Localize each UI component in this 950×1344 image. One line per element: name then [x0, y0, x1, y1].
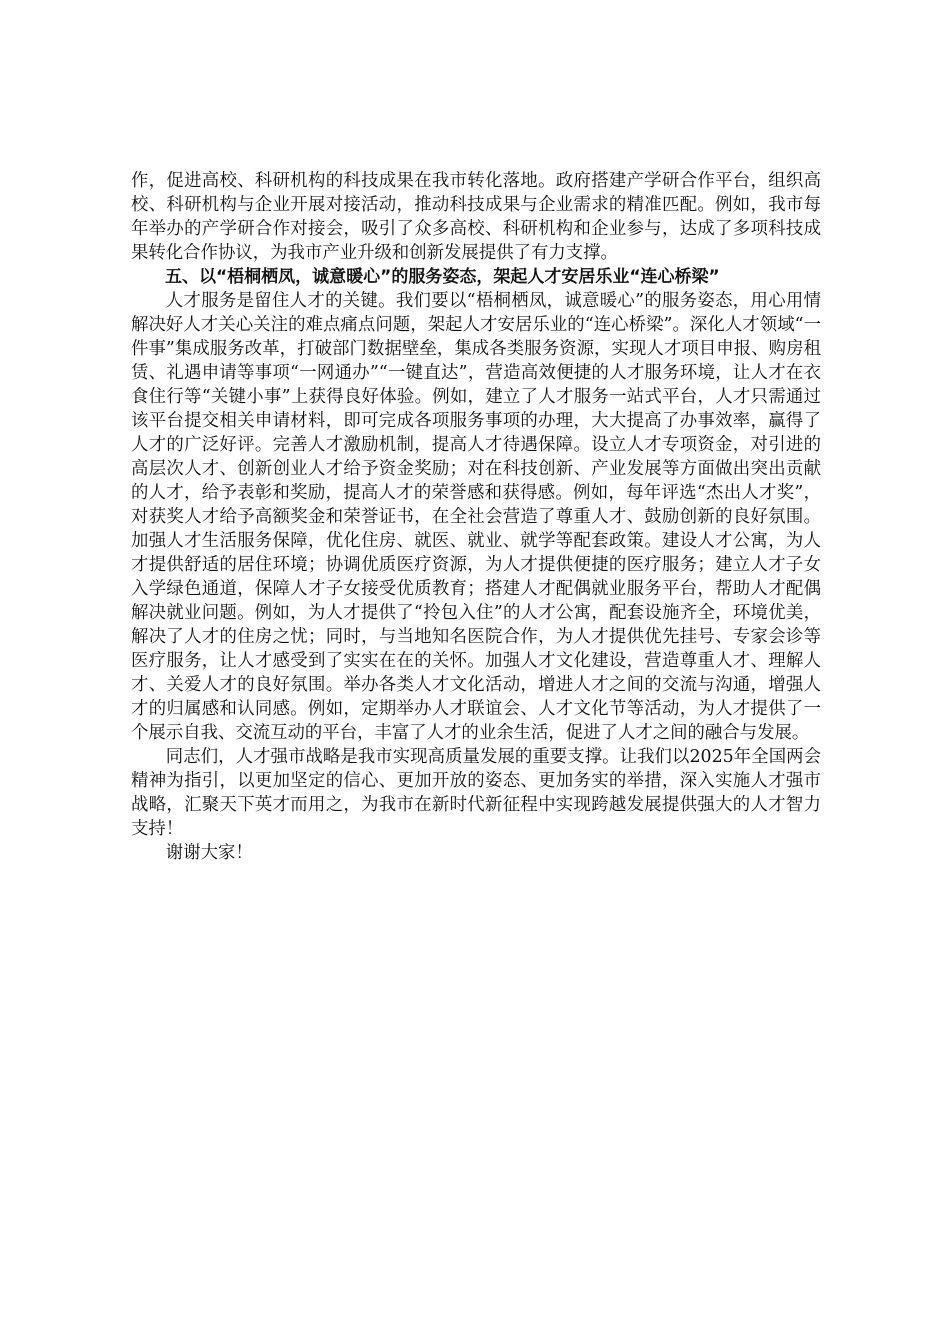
section-heading: 五、以“梧桐栖凤，诚意暖心”的服务姿态，架起人才安居乐业“连心桥梁”: [165, 267, 720, 287]
section-paragraph: 人才服务是留住人才的关键。我们要以“梧桐栖凤，诚意暖心”的服务姿态，用心用情解决好人才关心关注的难点痛点问题，架起人才安居乐业的“连心桥梁”。深化人才领域“一件事”集成服务改革，打破部门数据壁垒，集成各类服务资源，实现人才项目申报、购房租赁、礼遇申请等事项“一网通办”“一键直达”，营造高效便捷的人才服务环境，让人才在衣食住行等“关键小事”上获得良好体验。例如，建立了人才服务一站式平台，人才只需通过该平台提交相关申请材料，即可完成各项服务事项的办理，大大提高了办事效率，赢得了人才的广泛好评。完善人才激励机制，提高人才待遇保障。设立人才专项资金，对引进的高层次人才、创新创业人才给予资金奖励；对在科技创新、产业发展等方面做出突出贡献的人才，给予表彰和奖励，提高人才的荣誉感和获得感。例如，每年评选“杰出人才奖”，对获奖人才给予高额奖金和荣誉证书，在全社会营造了尊重人才、鼓励创新的良好氛围。加强人才生活服务保障，优化住房、就医、就业、就学等配套政策。建设人才公寓，为人才提供舒适的居住环境；协调优质医疗资源，为人才提供便捷的医疗服务；建立人才子女入学绿色通道，保障人才子女接受优质教育；搭建人才配偶就业服务平台，帮助人才配偶解决就业问题。例如，为人才提供了“拎包入住”的人才公寓，配套设施齐全，环境优美，解决了人才的住房之忧；同时，与当地知名医院合作，为人才提供优先挂号、专家会诊等医疗服务，让人才感受到了实实在在的关怀。加强人才文化建设，营造尊重人才、理解人才、关爱人才的良好氛围。举办各类人才文化活动，增进人才之间的交流与沟通，增强人才的归属感和认同感。例如，定期举办人才联谊会、人才文化节等活动，为人才提供了一个展示自我、交流互动的平台，丰富了人才的业余生活，促进了人才之间的融合与发展。: [131, 291, 821, 743]
closing-paragraph: 同志们，人才强市战略是我市实现高质量发展的重要支撑。让我们以2025年全国两会精神为指引，以更加坚定的信心、更加开放的姿态、更加务实的举措，深入实施人才强市战略，汇聚天下英才而用之，为我市在新时代新征程中实现跨越发展提供强大的人才智力支持！: [131, 747, 821, 839]
document-body: [131, 169, 821, 865]
continuation-paragraph: 作，促进高校、科研机构的科技成果在我市转化落地。政府搭建产学研合作平台，组织高校、科研机构与企业开展对接活动，推动科技成果与企业需求的精准匹配。例如，我市每年举办的产学研合作对接会，吸引了众多高校、科研机构和企业参与，达成了多项科技成果转化合作协议，为我市产业升级和创新发展提供了有力支撑。: [131, 171, 821, 263]
thanks-line: 谢谢大家！: [165, 843, 253, 863]
